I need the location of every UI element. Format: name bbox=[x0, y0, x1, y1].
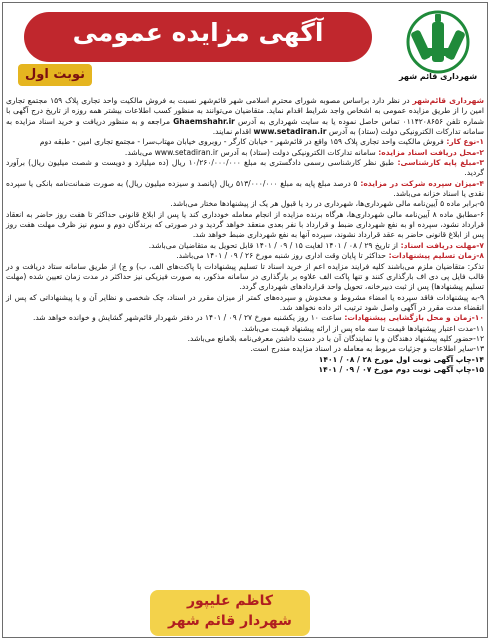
signature-block bbox=[150, 590, 310, 636]
item-text: ۱۳-سایر اطلاعات و جزئیات مربوط به معامله در اسناد مزایده مندرج است. bbox=[250, 344, 484, 354]
item-label: ۴-میزان سپرده شرکت در مزایده: bbox=[357, 178, 484, 188]
item-9 bbox=[6, 293, 484, 314]
item-12 bbox=[6, 334, 484, 344]
item-label: ۲-محل دریافت اسناد مزایده: bbox=[375, 147, 484, 157]
intro-lead: شهرداری قائم‌شهر bbox=[412, 96, 484, 105]
item-text: ۵-برابر ماده ۵ آیین‌نامه مالی شهرداری‌ها، شهرداری در رد یا قبول هر یک از پیشنهادها مختار می‌باشد. bbox=[170, 199, 484, 209]
item-label: ۱۰-زمان و محل بازگشایی پیشنهادات: bbox=[341, 313, 484, 323]
item-7 bbox=[6, 241, 484, 251]
logo-caption: شهرداری قائم شهر bbox=[398, 72, 478, 81]
site-link[interactable]: Ghaemshahr.ir bbox=[173, 116, 235, 126]
item-1 bbox=[6, 137, 484, 147]
item-label: ۳-مبلغ پایه کارشناسی: bbox=[394, 158, 484, 168]
title-banner bbox=[24, 12, 372, 62]
item-text: ۱۲-حضور کلیه پیشنهاد دهندگان و یا نمایندگان آن با در دست داشتن معرفی‌نامه بلامانع می‌باشد. bbox=[187, 333, 484, 343]
item-text: فروش مالکیت واحد تجاری پلاک ۱۵۹ واقع در قائم‌شهر - خیابان کارگر - روبروی خیابان مهتاب‌سرا - مجتمع تجاری امین - طبقه دوم bbox=[39, 137, 444, 147]
item-label: ۱-نوع کار: bbox=[443, 137, 484, 147]
item-text: ۵ درصد مبلغ پایه به مبلغ ۵۱۳/۰۰۰/۰۰۰ ریال (پانصد و سیزده میلیون ریال) به صورت ضمانت‌نامه بانکی یا سپرده نقدی یا اسناد خزانه می‌باشد. bbox=[6, 178, 484, 199]
item-8 bbox=[6, 251, 484, 261]
item-text: تذکر: متقاضیان ملزم می‌باشند کلیه فرایند مزایده اعم از خرید اسناد تا تسلیم پیشنهادات با پاکت‌های الف، ب) و ج) از طریق سامانه ستاد دریافت و در قالب فایل پی دی اف بارگذاری کنند و تنها پاکت الف علاوه بر بارگذاری در سامانه مذکور، به صورت فیزیکی نیز حداکثر در مدت زمان تعیین شده (مهلت تسلیم پیشنهادها) پس از ثبت دبیرخانه، تحویل واحد قراردادهای شهرداری گردد. bbox=[6, 261, 484, 292]
item-label: ۷-مهلت دریافت اسناد: bbox=[398, 240, 484, 250]
round-badge: نوبت اول bbox=[18, 64, 92, 86]
intro-paragraph bbox=[6, 96, 484, 137]
item-2 bbox=[6, 148, 484, 158]
item-6 bbox=[6, 210, 484, 241]
item-text: حداکثر تا پایان وقت اداری روز شنبه مورخ ۲۶ / ۰۹ / ۱۴۰۱ می‌باشد. bbox=[176, 251, 386, 261]
signature-role: شهردار قائم شهر bbox=[168, 613, 292, 629]
setad-link[interactable]: www.setadiran.ir bbox=[253, 127, 327, 137]
item-15 bbox=[6, 365, 484, 375]
item-text: ۱۴-چاپ آگهی نوبت اول مورخ ۲۸ / ۰۸ / ۱۴۰۱ bbox=[318, 354, 484, 364]
item-14 bbox=[6, 355, 484, 365]
intro-text: در نظر دارد براساس مصوبه شورای محترم اسلامی شهر قائم‌شهر نسبت به فروش مالکیت واحد تجاری پلاک ۱۵۹ مجتمع تجاری امین را از طریق مزایده عمومی به اشخاص واجد شرایط اقدام نماید. متقاضیان می‌توانند به منظور کسب اطلاعات بیشتر همه روزه از تاریخ درج آگهی با شماره تلفن ۰۱۱۴۲۰۸۶۵۶ تماس حاصل نموده یا به سایت شهرداری به آدرس bbox=[6, 96, 484, 126]
item-text: ۱۵-چاپ آگهی نوبت دوم مورخ ۰۷ / ۰۹ / ۱۴۰۱ bbox=[318, 364, 484, 374]
item-text: ۱۱-مدت اعتبار پیشنهادها قیمت تا سه ماه پس از ارائه پیشنهاد قیمت می‌باشد. bbox=[241, 323, 484, 333]
item-4 bbox=[6, 179, 484, 200]
item-10 bbox=[6, 313, 484, 323]
item-3 bbox=[6, 158, 484, 179]
page-title: آگهی مزایده عمومی bbox=[72, 18, 324, 47]
item-13 bbox=[6, 344, 484, 354]
item-text: ۹-به پیشنهادات فاقد سپرده یا امضاء مشروط و مخدوش و سپرده‌های کمتر از میزان مقرر در اسناد، چک شخصی و نظایر آن و یا پیشنهاداتی که پس از انقضاء مدت مقرر در آگهی واصل شود ترتیب اثر داده نخواهد شد. bbox=[6, 292, 484, 312]
item-label: ۸-زمان تسلیم پیشنهادات: bbox=[385, 251, 484, 261]
intro-text-3: اقدام نمایند. bbox=[212, 127, 254, 137]
item-11 bbox=[6, 324, 484, 334]
item-text: از تاریخ ۲۹ / ۰۸ / ۱۴۰۱ لغایت ۱۵ / ۰۹ / ۱۴۰۱ قابل تحویل به متقاضیان می‌باشد. bbox=[148, 240, 399, 250]
item-text: سامانه تدارکات الکترونیکی دولت (ستاد) به آدرس www.setadiran.ir می‌باشد. bbox=[124, 147, 376, 157]
municipality-logo bbox=[392, 8, 484, 80]
item-text: ساعت ۱۰ روز یکشنبه مورخ ۲۷ / ۰۹ / ۱۴۰۱ در دفتر شهردار قائم‌شهر گشایش و خوانده خواهد شد. bbox=[32, 313, 342, 323]
signature-name: کاظم علیپور bbox=[187, 593, 273, 609]
item-text: طبق نظر کارشناسی رسمی دادگستری به مبلغ ۱۰/۲۶۰/۰۰۰/۰۰۰ ریال (ده میلیارد و دویست و شصت میلیون ریال) برآورد گردید. bbox=[6, 158, 484, 178]
item-note bbox=[6, 262, 484, 293]
item-5 bbox=[6, 199, 484, 209]
intro-text-2: مراجعه و به منظور دریافت و خرید اسناد مزایده به سامانه تدارکات الکترونیکی دولت (ستاد) به آدرس bbox=[6, 116, 484, 137]
item-text: ۶-مطابق ماده ۸ آیین‌نامه مالی شهرداری‌ها، هرگاه برنده مزایده از انجام معامله خودداری کند یا پس از ابلاغ قانونی حداکثر تا هفت روز حاضر به انعقاد قرارداد نشود، سپرده او به نفع شهرداری ضبط و قرارداد با نفر بعدی منعقد خواهد گردید و در صورتی که برندگان دوم و سوم نیز ظرف مهلت هفت روز پس از ابلاغ قانونی حاضر به عقد قرارداد نشوند، سپرده آنها به نفع شهرداری ضبط خواهد شد. bbox=[6, 209, 484, 240]
notice-body bbox=[6, 96, 484, 375]
